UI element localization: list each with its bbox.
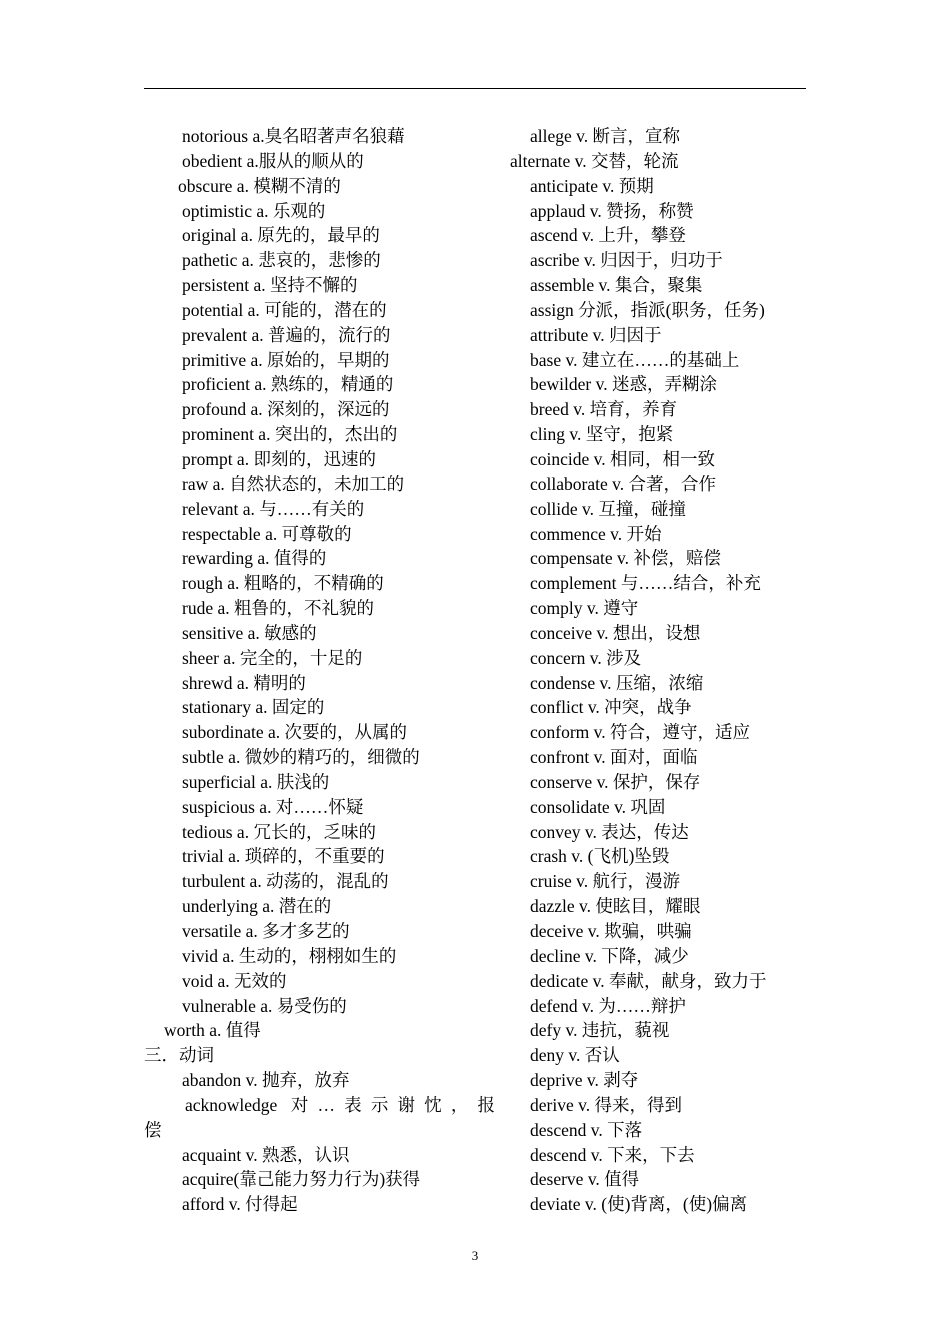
vocab-entry: conform v. 符合，遵守，适应 xyxy=(530,722,751,743)
vocab-entry: trivial a. 琐碎的，不重要的 xyxy=(182,846,385,867)
vocab-entry: prominent a. 突出的，杰出的 xyxy=(182,424,398,445)
vocab-entry: descend v. 下落 xyxy=(530,1119,643,1140)
vocab-entry: shrewd a. 精明的 xyxy=(182,672,306,693)
vocab-entry: conserve v. 保护，保存 xyxy=(530,771,701,792)
vocab-entry: derive v. 得来，得到 xyxy=(530,1094,682,1115)
vocab-entry: cling v. 坚守，抱紧 xyxy=(530,424,674,445)
vocab-entry: afford v. 付得起 xyxy=(182,1194,298,1215)
vocab-entry: breed v. 培育，养育 xyxy=(530,399,678,420)
vocab-entry: prevalent a. 普遍的，流行的 xyxy=(182,324,391,345)
vocab-entry: void a. 无效的 xyxy=(182,970,287,991)
vocab-entry: respectable a. 可尊敬的 xyxy=(182,523,352,544)
vocab-entry: applaud v. 赞扬，称赞 xyxy=(530,200,694,221)
section-heading-verbs: 三．动词 xyxy=(144,1045,214,1066)
vocab-entry: versatile a. 多才多艺的 xyxy=(182,921,350,941)
vocab-entry: raw a. 自然状态的，未加工的 xyxy=(182,473,405,494)
vocab-entry: obscure a. 模糊不清的 xyxy=(178,175,341,196)
vocab-entry: proficient a. 熟练的，精通的 xyxy=(182,374,394,395)
vocab-entry: acquire(靠己能力努力行为)获得 xyxy=(182,1169,421,1190)
vocab-entry: sensitive a. 敏感的 xyxy=(182,622,317,643)
vocab-entry: underlying a. 潜在的 xyxy=(182,896,332,917)
vocab-entry: original a. 原先的，最早的 xyxy=(182,225,380,246)
vocab-entry: worth a. 值得 xyxy=(164,1020,261,1041)
vocab-entry: conceive v. 想出，设想 xyxy=(530,622,701,643)
vocab-entry: prompt a. 即刻的，迅速的 xyxy=(182,448,376,469)
vocab-entry: ascribe v. 归因于，归功于 xyxy=(530,250,723,271)
vocab-entry: vulnerable a. 易受伤的 xyxy=(182,995,347,1016)
vocab-entry: concern v. 涉及 xyxy=(530,647,642,668)
vocab-entry: anticipate v. 预期 xyxy=(530,175,654,196)
vocab-entry: acknowledge 对…表示谢忱，报 xyxy=(185,1094,495,1115)
vocab-entry: 偿 xyxy=(144,1119,162,1140)
vocab-entry: primitive a. 原始的，早期的 xyxy=(182,349,390,370)
vocab-entry: collide v. 互撞，碰撞 xyxy=(530,498,686,519)
vocab-entry: condense v. 压缩，浓缩 xyxy=(530,672,704,693)
vocab-entry: rough a. 粗略的，不精确的 xyxy=(182,573,384,594)
vocab-entry: commence v. 开始 xyxy=(530,523,662,544)
vocab-entry: decline v. 下降，减少 xyxy=(530,945,689,966)
vocab-entry: base v. 建立在……的基础上 xyxy=(530,349,740,370)
vocab-entry: persistent a. 坚持不懈的 xyxy=(182,275,358,296)
left-column xyxy=(144,124,495,1217)
vocab-entry: bewilder v. 迷惑，弄糊涂 xyxy=(530,374,717,395)
vocab-entry: sheer a. 完全的，十足的 xyxy=(182,647,363,668)
vocab-entry: conflict v. 冲突，战争 xyxy=(530,697,692,718)
vocab-entry: dedicate v. 奉献，献身，致力于 xyxy=(530,970,767,991)
right-column xyxy=(510,124,810,1217)
vocab-entry: convey v. 表达，传达 xyxy=(530,821,689,842)
vocab-entry: comply v. 遵守 xyxy=(530,598,639,619)
vocab-entry: descend v. 下来，下去 xyxy=(530,1144,695,1165)
vocab-entry: deprive v. 剥夺 xyxy=(530,1070,639,1091)
header-rule xyxy=(144,88,806,89)
vocab-entry: complement 与……结合，补充 xyxy=(530,573,761,594)
vocab-entry: relevant a. 与……有关的 xyxy=(182,498,365,519)
vocab-entry: rude a. 粗鲁的，不礼貌的 xyxy=(182,598,374,619)
vocab-entry: profound a. 深刻的，深远的 xyxy=(182,399,390,420)
vocab-entry: crash v. (飞机)坠毁 xyxy=(530,846,670,867)
vocab-entry: notorious a.臭名昭著声名狼藉 xyxy=(182,126,405,146)
vocab-entry: allege v. 断言，宣称 xyxy=(530,126,681,146)
page-number: 3 xyxy=(471,1248,479,1263)
vocab-entry: turbulent a. 动荡的，混乱的 xyxy=(182,871,389,892)
vocab-entry: consolidate v. 巩固 xyxy=(530,796,666,817)
vocab-entry: attribute v. 归因于 xyxy=(530,324,662,345)
vocab-entry: superficial a. 肤浅的 xyxy=(182,771,330,792)
vocab-entry: obedient a.服从的顺从的 xyxy=(182,150,364,171)
vocab-entry: deviate v. (使)背离，(使)偏离 xyxy=(530,1194,748,1215)
vocab-entry: stationary a. 固定的 xyxy=(182,697,325,718)
vocab-entry: subordinate a. 次要的，从属的 xyxy=(182,722,408,743)
vocab-entry: confront v. 面对，面临 xyxy=(530,747,698,768)
vocab-entry: subtle a. 微妙的精巧的，细微的 xyxy=(182,747,420,768)
vocab-entry: deserve v. 值得 xyxy=(530,1169,640,1190)
vocab-entry: acquaint v. 熟悉，认识 xyxy=(182,1144,350,1165)
vocab-entry: deny v. 否认 xyxy=(530,1045,620,1066)
vocab-entry: defend v. 为……辩护 xyxy=(530,995,686,1016)
vocab-entry: collaborate v. 合著，合作 xyxy=(530,473,716,494)
vocab-entry: defy v. 违抗，藐视 xyxy=(530,1020,670,1041)
vocab-entry: rewarding a. 值得的 xyxy=(182,548,327,569)
vocab-entry: assemble v. 集合，聚集 xyxy=(530,275,703,296)
vocab-entry: assign 分派，指派(职务，任务) xyxy=(530,299,765,320)
vocab-entry: ascend v. 上升，攀登 xyxy=(530,225,686,246)
vocab-entry: cruise v. 航行，漫游 xyxy=(530,871,681,892)
vocab-entry: pathetic a. 悲哀的，悲惨的 xyxy=(182,250,381,271)
vocab-entry: suspicious a. 对……怀疑 xyxy=(182,796,364,817)
vocab-entry: tedious a. 冗长的，乏味的 xyxy=(182,821,376,842)
vocab-entry: optimistic a. 乐观的 xyxy=(182,200,326,221)
vocab-entry: abandon v. 抛弃，放弃 xyxy=(182,1070,350,1091)
vocab-entry: deceive v. 欺骗，哄骗 xyxy=(530,921,692,941)
vocab-entry: alternate v. 交替，轮流 xyxy=(510,150,679,171)
vocab-entry: potential a. 可能的，潜在的 xyxy=(182,299,387,320)
vocab-entry: dazzle v. 使眩目，耀眼 xyxy=(530,896,701,917)
vocab-entry: vivid a. 生动的，栩栩如生的 xyxy=(182,945,397,966)
vocab-entry: coincide v. 相同，相一致 xyxy=(530,448,716,469)
vocab-entry: compensate v. 补偿，赔偿 xyxy=(530,548,721,569)
